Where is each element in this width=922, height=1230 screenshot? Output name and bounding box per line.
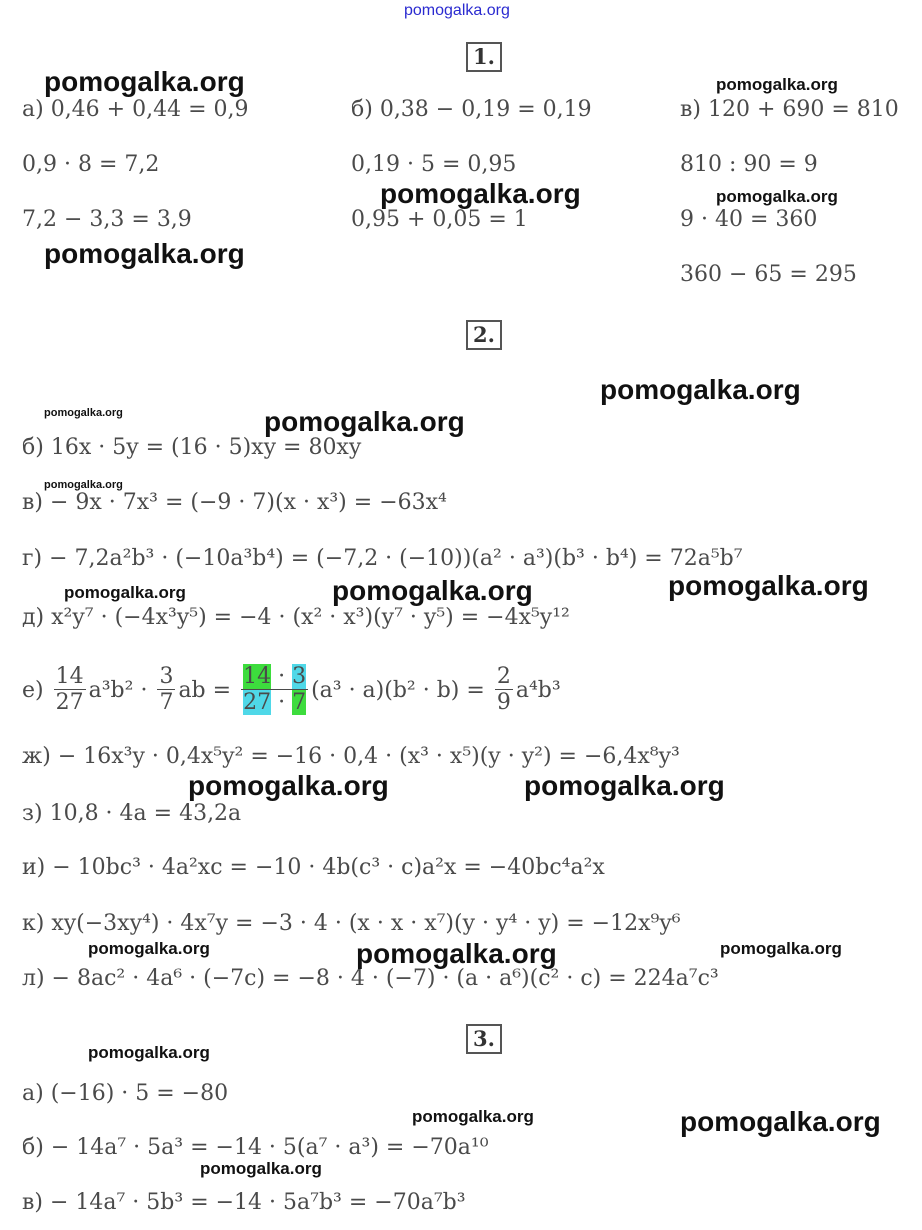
- fraction-highlighted: [241, 665, 308, 715]
- watermark: pomogalka.org: [716, 187, 838, 206]
- s2-l-line: л) − 8ac² · 4a⁶ · (−7c) = −8 · 4 · (−7) · (a · a⁶)(c² · c) = 224a⁷c³: [22, 966, 719, 991]
- watermark: pomogalka.org: [720, 939, 842, 958]
- s2-k-line: к) xy(−3xy⁴) · 4x⁷y = −3 · 4 · (x · x · x⁷)(y · y⁴ · y) = −12x⁹y⁶: [22, 911, 681, 936]
- s2-i-line: и) − 10bc³ · 4a²xc = −10 · 4b(c³ · c)a²x = −40bc⁴a²x: [22, 855, 605, 880]
- watermark: pomogalka.org: [44, 479, 123, 491]
- watermark: pomogalka.org: [44, 66, 245, 97]
- highlight-green: 14: [243, 663, 272, 689]
- s2-b-line: б) 16x · 5y = (16 · 5)xy = 80xy: [22, 435, 362, 460]
- s1-a-line-3: 7,2 − 3,3 = 3,9: [22, 207, 192, 232]
- watermark: pomogalka.org: [44, 238, 245, 269]
- s2-z-line: з) 10,8 · 4a = 43,2a: [22, 801, 242, 826]
- fraction-denominator: 27: [55, 689, 84, 715]
- section-number-3: 3.: [466, 1024, 502, 1054]
- watermark-top[interactable]: pomogalka.org: [404, 2, 510, 19]
- watermark: pomogalka.org: [88, 1043, 210, 1062]
- s1-c-line-2: 810 : 90 = 9: [680, 152, 818, 177]
- s3-v-line: в) − 14a⁷ · 5b³ = −14 · 5a⁷b³ = −70a⁷b³: [22, 1190, 466, 1215]
- dot-operator: ·: [271, 689, 293, 715]
- watermark: pomogalka.org: [600, 374, 801, 405]
- watermark: pomogalka.org: [200, 1159, 322, 1178]
- s3-a-line: а) (−16) · 5 = −80: [22, 1081, 229, 1106]
- watermark: pomogalka.org: [356, 938, 557, 969]
- s2-e-line: [22, 655, 561, 725]
- s1-c-line-3: 9 · 40 = 360: [680, 207, 818, 232]
- fraction-3-7: [157, 665, 175, 715]
- s2-e-prefix: е): [22, 677, 44, 703]
- watermark: pomogalka.org: [44, 407, 123, 419]
- s3-b-line: б) − 14a⁷ · 5a³ = −14 · 5(a⁷ · a³) = −70a¹⁰: [22, 1135, 489, 1160]
- highlight-green: 7: [292, 689, 307, 715]
- s1-a-line-1: а) 0,46 + 0,44 = 0,9: [22, 97, 249, 122]
- watermark: pomogalka.org: [332, 575, 533, 606]
- highlight-cyan: 3: [292, 663, 307, 689]
- watermark: pomogalka.org: [88, 939, 210, 958]
- fraction-numerator: 2: [496, 663, 511, 689]
- watermark: pomogalka.org: [716, 75, 838, 94]
- fraction-denominator: [241, 689, 308, 715]
- s2-d-line: д) x²y⁷ · (−4x³y⁵) = −4 · (x² · x³)(y⁷ · y⁵) = −4x⁵y¹²: [22, 605, 570, 630]
- fraction-numerator: [241, 665, 308, 689]
- s2-g-line: г) − 7,2a²b³ · (−10a³b⁴) = (−7,2 · (−10))(a² · a³)(b³ · b⁴) = 72a⁵b⁷: [22, 546, 743, 571]
- section-number-2: 2.: [466, 320, 502, 350]
- fraction-2-9: [495, 665, 513, 715]
- watermark: pomogalka.org: [380, 178, 581, 209]
- watermark: pomogalka.org: [524, 770, 725, 801]
- watermark: pomogalka.org: [668, 570, 869, 601]
- s2-e-term-2: ab =: [178, 677, 232, 703]
- highlight-cyan: 27: [243, 689, 272, 715]
- fraction-numerator: 14: [55, 663, 84, 689]
- fraction-denominator: 7: [159, 689, 174, 715]
- watermark: pomogalka.org: [264, 406, 465, 437]
- s1-b-line-1: б) 0,38 − 0,19 = 0,19: [351, 97, 592, 122]
- s2-e-term-1: a³b² ·: [88, 677, 148, 703]
- section-number-1: 1.: [466, 42, 502, 72]
- fraction-14-27: [54, 665, 86, 715]
- s1-b-line-2: 0,19 · 5 = 0,95: [351, 152, 517, 177]
- watermark: pomogalka.org: [64, 583, 186, 602]
- dot-operator: ·: [271, 663, 293, 689]
- s2-zh-line: ж) − 16x³y · 0,4x⁵y² = −16 · 0,4 · (x³ · x⁵)(y · y²) = −6,4x⁸y³: [22, 744, 680, 769]
- s2-e-term-4: a⁴b³: [515, 677, 561, 703]
- s2-e-term-3: (a³ · a)(b² · b) =: [311, 677, 485, 703]
- s1-c-line-4: 360 − 65 = 295: [680, 262, 857, 287]
- watermark: pomogalka.org: [680, 1106, 881, 1137]
- s1-c-line-1: в) 120 + 690 = 810: [680, 97, 899, 122]
- fraction-numerator: 3: [159, 663, 174, 689]
- s1-b-line-3: 0,95 + 0,05 = 1: [351, 207, 528, 232]
- s2-v-line: в) − 9x · 7x³ = (−9 · 7)(x · x³) = −63x⁴: [22, 490, 447, 515]
- s1-a-line-2: 0,9 · 8 = 7,2: [22, 152, 160, 177]
- fraction-denominator: 9: [496, 689, 511, 715]
- watermark: pomogalka.org: [412, 1107, 534, 1126]
- watermark: pomogalka.org: [188, 770, 389, 801]
